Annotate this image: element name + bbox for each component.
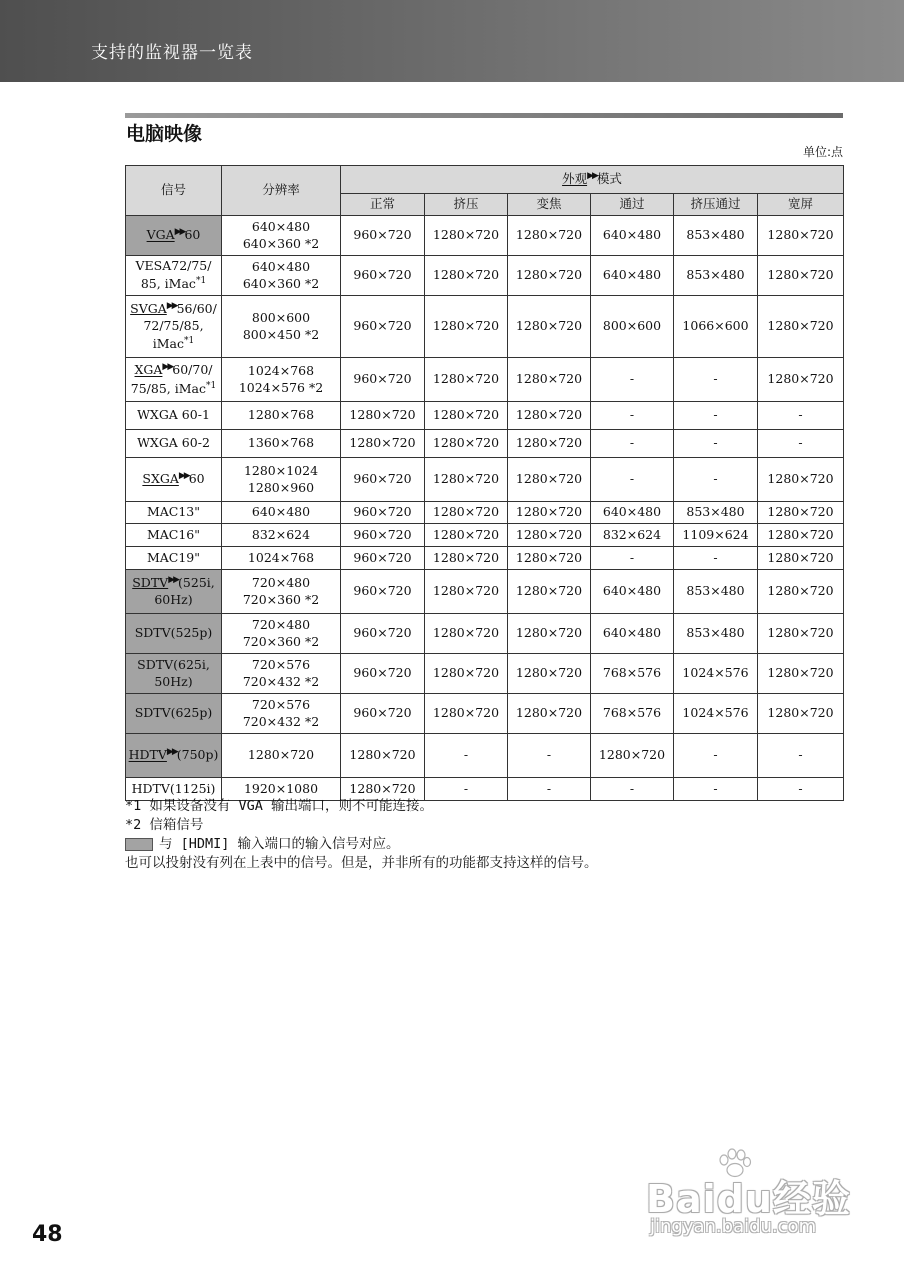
mode-value-cell: -: [591, 458, 674, 502]
signal-cell: [126, 614, 222, 654]
mode-value-cell: 640×480: [591, 614, 674, 654]
footnote-3: [125, 835, 598, 854]
resolution-cell: [222, 524, 341, 547]
mode-value-cell: 640×480: [591, 216, 674, 256]
mode-value-cell: 1280×720: [341, 402, 425, 430]
resolution-cell: [222, 614, 341, 654]
mode-value-cell: 1280×720: [508, 654, 591, 694]
mode-value-cell: 1280×720: [758, 502, 844, 524]
footnote-2: *2 信箱信号: [125, 817, 204, 833]
table-row: [126, 614, 844, 654]
table-row: [126, 502, 844, 524]
signal-text: HDTV(1125i): [131, 780, 216, 796]
mode-value-cell: 1280×720: [758, 524, 844, 547]
mode-value-cell: 1280×720: [758, 296, 844, 358]
baidu-watermark: [640, 1148, 860, 1244]
signal-text: SDTV(525p): [134, 625, 213, 641]
signal-cell: [126, 458, 222, 502]
mode-value-cell: 800×600: [591, 296, 674, 358]
header-title: 支持的监视器一览表: [91, 43, 253, 63]
table-row: [126, 524, 844, 547]
resolution-value: 720×360 *2: [242, 591, 320, 607]
resolution-cell: [222, 694, 341, 734]
mode-value-cell: 1280×720: [425, 614, 508, 654]
mode-value-cell: 768×576: [591, 654, 674, 694]
link-arrow-icon: ▶▶: [162, 362, 173, 373]
mode-group-suffix: 模式: [596, 171, 622, 187]
mode-value-cell: 1280×720: [758, 614, 844, 654]
mode-value-cell: 1280×720: [758, 694, 844, 734]
mode-value-cell: -: [591, 402, 674, 430]
mode-value-cell: 960×720: [341, 694, 425, 734]
mode-value-cell: 1109×624: [674, 524, 758, 547]
mode-value-cell: 1280×720: [508, 430, 591, 458]
mode-value-cell: -: [591, 430, 674, 458]
signal-text: MAC13": [146, 504, 201, 520]
resolution-value: 720×576: [251, 696, 311, 712]
resolution-value: 1024×768: [247, 549, 315, 565]
mode-value-cell: 1280×720: [508, 502, 591, 524]
table-row: [126, 402, 844, 430]
resolution-value: 720×576: [251, 656, 311, 672]
resolution-value: 1024×768: [247, 362, 315, 378]
col-signal-header: 信号: [126, 166, 222, 216]
mode-header: 通过: [591, 194, 674, 216]
resolution-value: 1360×768: [247, 435, 315, 451]
page-header-band: [0, 0, 904, 82]
resolution-cell: [222, 654, 341, 694]
table-row: [126, 547, 844, 570]
mode-value-cell: 960×720: [341, 216, 425, 256]
table-row: [126, 358, 844, 402]
footnotes: [125, 797, 598, 873]
mode-value-cell: 832×624: [591, 524, 674, 547]
mode-value-cell: 1280×720: [758, 358, 844, 402]
section-rule: [125, 113, 843, 118]
resolution-cell: [222, 570, 341, 614]
mode-value-cell: 1280×720: [508, 296, 591, 358]
mode-value-cell: -: [591, 358, 674, 402]
signal-link[interactable]: SXGA: [142, 471, 179, 487]
mode-value-cell: -: [508, 734, 591, 778]
mode-value-cell: 640×480: [591, 256, 674, 296]
mode-value-cell: 1280×720: [425, 430, 508, 458]
signal-cell: [126, 358, 222, 402]
signal-cell: [126, 502, 222, 524]
mode-value-cell: 1280×720: [425, 458, 508, 502]
mode-value-cell: -: [758, 402, 844, 430]
signal-text: 60: [188, 471, 205, 487]
mode-value-cell: 1280×720: [508, 524, 591, 547]
resolution-cell: [222, 547, 341, 570]
mode-value-cell: 1280×720: [758, 458, 844, 502]
mode-header: 宽屏: [758, 194, 844, 216]
mode-value-cell: -: [674, 547, 758, 570]
resolution-cell: [222, 296, 341, 358]
mode-value-cell: 1280×720: [758, 216, 844, 256]
mode-value-cell: 853×480: [674, 614, 758, 654]
mode-value-cell: 960×720: [341, 654, 425, 694]
mode-value-cell: 1280×720: [591, 734, 674, 778]
resolution-cell: [222, 402, 341, 430]
table-row: [126, 694, 844, 734]
mode-value-cell: 1280×720: [508, 570, 591, 614]
mode-value-cell: 853×480: [674, 570, 758, 614]
signal-text: VESA72/75/ 85, iMac: [135, 258, 212, 292]
resolution-value: 1920×1080: [243, 780, 319, 796]
link-arrow-icon: ▶▶: [587, 171, 597, 182]
signal-cell: [126, 570, 222, 614]
signal-text: SDTV(625p): [134, 705, 213, 721]
resolution-value: 640×480: [251, 258, 311, 274]
link-arrow-icon: ▶▶: [168, 575, 179, 586]
mode-value-cell: 1280×720: [508, 547, 591, 570]
mode-value-cell: 853×480: [674, 256, 758, 296]
resolution-value: 640×480: [251, 504, 311, 520]
mode-header: 变焦: [508, 194, 591, 216]
mode-value-cell: 1024×576: [674, 654, 758, 694]
unit-label: 单位:点: [802, 145, 843, 159]
mode-value-cell: 1280×720: [508, 614, 591, 654]
mode-value-cell: -: [674, 402, 758, 430]
mode-value-cell: 1024×576: [674, 694, 758, 734]
signal-link[interactable]: SVGA: [130, 301, 167, 317]
mode-value-cell: 1280×720: [425, 547, 508, 570]
mode-value-cell: -: [758, 430, 844, 458]
mode-value-cell: 960×720: [341, 570, 425, 614]
mode-value-cell: 1280×720: [341, 430, 425, 458]
table-row: [126, 458, 844, 502]
mode-value-cell: 960×720: [341, 524, 425, 547]
signal-cell: [126, 216, 222, 256]
resolution-value: 720×480: [251, 574, 311, 590]
mode-header: 正常: [341, 194, 425, 216]
resolution-value: 720×432 *2: [242, 673, 320, 689]
resolution-value: 1280×960: [247, 479, 315, 495]
mode-value-cell: 960×720: [341, 614, 425, 654]
signal-cell: [126, 524, 222, 547]
footnote-1: *1 如果设备没有 VGA 输出端口，则不可能连接。: [125, 798, 434, 814]
signal-link[interactable]: VGA: [146, 227, 175, 243]
mode-value-cell: 1280×720: [425, 524, 508, 547]
signal-text: WXGA 60-2: [137, 435, 210, 451]
mode-value-cell: 1280×720: [425, 296, 508, 358]
mode-value-cell: 1280×720: [425, 256, 508, 296]
mode-group-link[interactable]: 外观: [562, 171, 588, 187]
signal-text: (525i, 60Hz): [154, 575, 215, 608]
signal-text: 60: [184, 227, 201, 243]
mode-value-cell: 1280×720: [425, 402, 508, 430]
mode-value-cell: 960×720: [341, 547, 425, 570]
mode-value-cell: 960×720: [341, 502, 425, 524]
signal-text: WXGA 60-1: [137, 407, 210, 423]
mode-value-cell: -: [425, 734, 508, 778]
table-row: [126, 216, 844, 256]
mode-value-cell: -: [425, 778, 508, 801]
resolution-value: 640×360 *2: [242, 275, 320, 291]
mode-value-cell: -: [758, 778, 844, 801]
link-arrow-icon: ▶▶: [166, 301, 177, 312]
resolution-value: 720×432 *2: [242, 713, 320, 729]
table-row: [126, 296, 844, 358]
signal-text: MAC19": [146, 549, 201, 565]
mode-value-cell: 1280×720: [508, 458, 591, 502]
signal-cell: [126, 734, 222, 778]
resolution-cell: [222, 358, 341, 402]
link-arrow-icon: ▶▶: [174, 227, 185, 238]
table-row: [126, 734, 844, 778]
mode-value-cell: 1280×720: [758, 256, 844, 296]
signal-link[interactable]: HDTV: [128, 747, 167, 763]
mode-value-cell: 853×480: [674, 502, 758, 524]
mode-value-cell: 1280×720: [425, 694, 508, 734]
mode-value-cell: -: [674, 430, 758, 458]
resolution-value: 1024×576 *2: [238, 379, 324, 395]
signal-text: 60/70/ 75/85, iMac: [130, 362, 213, 396]
signal-cell: [126, 256, 222, 296]
table-row: [126, 256, 844, 296]
signal-cell: [126, 430, 222, 458]
signal-cell: [126, 547, 222, 570]
resolution-value: 1280×1024: [243, 462, 319, 478]
link-arrow-icon: ▶▶: [166, 747, 177, 758]
signal-footnote-mark: *1: [184, 335, 195, 346]
resolution-cell: [222, 430, 341, 458]
mode-value-cell: 1280×720: [425, 358, 508, 402]
signal-cell: [126, 296, 222, 358]
resolution-cell: [222, 734, 341, 778]
signal-cell: [126, 654, 222, 694]
footnote-3-text: 与 [HDMI] 输入端口的输入信号对应。: [159, 836, 400, 852]
monitor-table: [125, 165, 844, 801]
shaded-swatch: [125, 838, 153, 851]
mode-value-cell: 1280×720: [425, 502, 508, 524]
resolution-value: 1280×768: [247, 407, 315, 423]
mode-value-cell: 960×720: [341, 256, 425, 296]
table-row: [126, 570, 844, 614]
signal-text: MAC16": [146, 526, 201, 542]
watermark-logo-text: Baidu经验: [646, 1177, 851, 1221]
signal-link[interactable]: SDTV: [132, 575, 169, 591]
table-row: [126, 654, 844, 694]
watermark-url: jingyan.baidu.com: [650, 1216, 817, 1237]
mode-value-cell: 1280×720: [341, 778, 425, 801]
page-number: 48: [32, 1222, 63, 1247]
mode-value-cell: -: [758, 734, 844, 778]
resolution-cell: [222, 256, 341, 296]
col-resolution-header: 分辨率: [222, 166, 341, 216]
mode-value-cell: -: [674, 778, 758, 801]
mode-value-cell: 960×720: [341, 358, 425, 402]
mode-value-cell: 1280×720: [425, 654, 508, 694]
resolution-value: 832×624: [251, 526, 311, 542]
resolution-value: 640×360 *2: [242, 235, 320, 251]
mode-value-cell: 1280×720: [508, 402, 591, 430]
table-row: [126, 430, 844, 458]
mode-value-cell: -: [674, 458, 758, 502]
mode-value-cell: 853×480: [674, 216, 758, 256]
mode-value-cell: 1280×720: [425, 570, 508, 614]
mode-value-cell: -: [591, 547, 674, 570]
resolution-value: 1280×720: [247, 747, 315, 763]
resolution-value: 720×360 *2: [242, 633, 320, 649]
link-arrow-icon: ▶▶: [178, 471, 189, 482]
mode-value-cell: 640×480: [591, 570, 674, 614]
footnote-4: 也可以投射没有列在上表中的信号。但是，并非所有的功能都支持这样的信号。: [125, 855, 598, 871]
mode-value-cell: 1280×720: [508, 216, 591, 256]
signal-cell: [126, 694, 222, 734]
mode-value-cell: 640×480: [591, 502, 674, 524]
resolution-value: 640×480: [251, 218, 311, 234]
mode-value-cell: -: [591, 778, 674, 801]
mode-value-cell: 1280×720: [508, 694, 591, 734]
section-title: 电脑映像: [126, 123, 203, 145]
signal-cell: [126, 402, 222, 430]
mode-value-cell: -: [674, 358, 758, 402]
mode-header: 挤压: [425, 194, 508, 216]
mode-value-cell: 1280×720: [508, 358, 591, 402]
signal-link[interactable]: XGA: [134, 362, 163, 378]
mode-header: 挤压通过: [674, 194, 758, 216]
mode-value-cell: 1280×720: [508, 256, 591, 296]
mode-value-cell: 1280×720: [758, 570, 844, 614]
mode-value-cell: 1280×720: [425, 216, 508, 256]
signal-footnote-mark: *1: [195, 275, 207, 286]
mode-group-header: [341, 166, 844, 194]
mode-value-cell: 1280×720: [758, 654, 844, 694]
mode-value-cell: 1066×600: [674, 296, 758, 358]
mode-value-cell: 1280×720: [758, 547, 844, 570]
resolution-cell: [222, 458, 341, 502]
resolution-cell: [222, 216, 341, 256]
signal-footnote-mark: *1: [206, 380, 217, 391]
signal-text: (750p): [176, 747, 219, 763]
signal-text: 56/60/ 72/75/85, iMac: [143, 301, 217, 352]
mode-value-cell: 960×720: [341, 296, 425, 358]
mode-value-cell: -: [508, 778, 591, 801]
mode-value-cell: 960×720: [341, 458, 425, 502]
resolution-cell: [222, 502, 341, 524]
resolution-value: 800×600: [251, 309, 311, 325]
resolution-value: 800×450 *2: [242, 326, 320, 342]
mode-value-cell: 1280×720: [341, 734, 425, 778]
mode-value-cell: 768×576: [591, 694, 674, 734]
mode-value-cell: -: [674, 734, 758, 778]
signal-text: SDTV(625i, 50Hz): [137, 656, 210, 689]
resolution-value: 720×480: [251, 616, 311, 632]
